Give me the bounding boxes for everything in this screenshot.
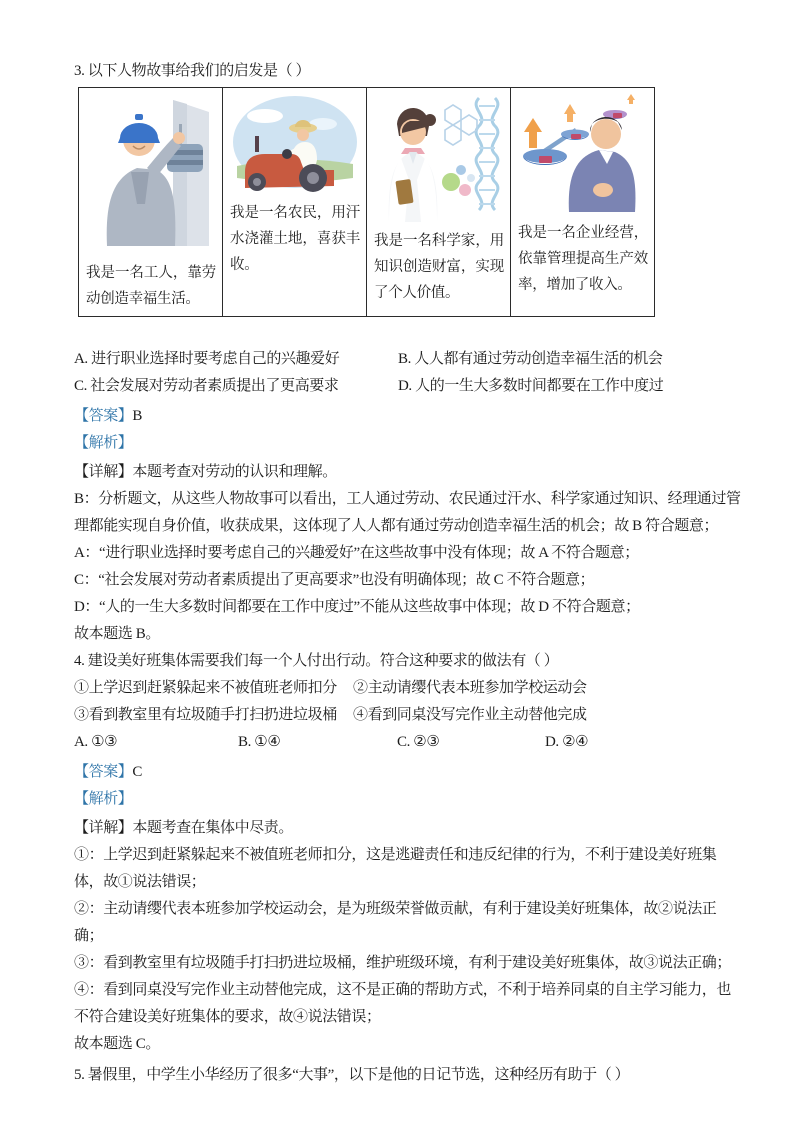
- q4-detail-line: ②：主动请缨代表本班参加学校运动会，是为班级荣誉做贡献，有利于建设美好班集体，故②说法正: [74, 901, 717, 917]
- q4-detail-line: ①：上学迟到赶紧躲起来不被值班老师扣分，这是逃避责任和违反纪律的行为，不利于建设美好班集: [74, 847, 717, 863]
- q3-options-row-ab: [74, 346, 735, 373]
- q3-cell-worker-caption: 我是一名工人，靠劳动创造幸福生活。: [86, 265, 216, 307]
- q3-analysis-label: 【解析】: [74, 435, 133, 451]
- scientist-illustration: [375, 94, 503, 222]
- q4-answer-line: [74, 759, 735, 786]
- q3-cell-scientist-caption: 我是一名科学家，用知识创造财富，实现了个人价值。: [374, 233, 504, 301]
- q3-answer-line: [74, 403, 735, 430]
- question-5-stem: 5. 暑假里，中学生小华经历了很多“大事”，以下是他的日记节选，这种经历有助于（ ）: [74, 1067, 630, 1083]
- q4-detail-line: 确；: [74, 928, 104, 944]
- q3-analysis-line: [74, 430, 735, 457]
- q4-choice-c: C. ②③: [397, 734, 440, 750]
- q3-option-b: B. 人人都有通过劳动创造幸福生活的机会: [398, 351, 663, 367]
- q3-answer-label: 【答案】: [74, 408, 133, 424]
- farmer-illustration: [231, 94, 359, 194]
- q3-option-a: A. 进行职业选择时要考虑自己的兴趣爱好: [74, 351, 340, 367]
- q4-choices-row: [74, 729, 735, 756]
- q4-detail-line: 故本题选 C。: [74, 1036, 160, 1052]
- manager-illustration: [519, 94, 647, 212]
- q4-statements-row-34: [74, 702, 735, 729]
- q4-choice-b: B. ①④: [238, 734, 281, 750]
- q4-statement-4: ④看到同桌没写完作业主动替他完成: [353, 707, 587, 723]
- question-4-stem: 4. 建设美好班集体需要我们每一个人付出行动。符合这种要求的做法有（ ）: [74, 653, 559, 669]
- question-3-stem: 3. 以下人物故事给我们的启发是（ ）: [74, 63, 311, 79]
- q3-detail-line: 【详解】本题考查对劳动的认识和理解。: [74, 464, 337, 480]
- q3-option-c: C. 社会发展对劳动者素质提出了更高要求: [74, 378, 339, 394]
- q3-options-row-cd: [74, 373, 735, 400]
- q4-answer-label: 【答案】: [74, 764, 133, 780]
- q4-choice-a: A. ①③: [74, 734, 118, 750]
- q4-detail-line: ③：看到教室里有垃圾随手打扫扔进垃圾桶，维护班级环境，有利于建设美好班集体，故③说法正确；: [74, 955, 732, 971]
- q4-detail-line: 【详解】本题考查在集体中尽责。: [74, 820, 294, 836]
- q4-detail-line: ④：看到同桌没写完作业主动替他完成，这不是正确的帮助方式，不利于培养同桌的自主学习能力，也: [74, 982, 732, 998]
- q3-story-table: [78, 87, 655, 317]
- q4-choice-d: D. ②④: [545, 734, 589, 750]
- q3-cell-worker: [79, 88, 223, 317]
- q3-cell-farmer: [223, 88, 367, 317]
- q4-statements-row-12: [74, 675, 735, 702]
- q3-cell-scientist: [367, 88, 511, 317]
- q3-cell-manager: [511, 88, 655, 317]
- q3-answer-value: B: [132, 408, 143, 424]
- q4-analysis-line: [74, 786, 735, 813]
- q3-cell-manager-caption: 我是一名企业经营，依靠管理提高生产效率，增加了收入。: [518, 225, 648, 293]
- q4-answer-value: C: [132, 764, 143, 780]
- q3-detail-line: C：“社会发展对劳动者素质提出了更高要求”也没有明确体现；故 C 不符合题意；: [74, 572, 595, 588]
- q4-detail-line: 不符合建设美好班集体的要求，故④说法错误；: [74, 1009, 381, 1025]
- q3-detail-line: 理都能实现自身价值，收获成果，这体现了人人都有通过劳动创造幸福生活的机会；故 B 符合题意；: [74, 518, 719, 534]
- q3-detail-line: B：分析题文，从这些人物故事可以看出，工人通过劳动、农民通过汗水、科学家通过知识、经理通过管: [74, 491, 741, 507]
- q3-option-d: D. 人的一生大多数时间都要在工作中度过: [398, 378, 664, 394]
- q4-analysis-label: 【解析】: [74, 791, 133, 807]
- q3-cell-farmer-caption: 我是一名农民，用汗水浇灌土地，喜获丰收。: [230, 205, 360, 273]
- q4-statement-2: ②主动请缨代表本班参加学校运动会: [353, 680, 587, 696]
- worker-illustration: [87, 94, 215, 246]
- q3-detail-line: D：“人的一生大多数时间都要在工作中度过”不能从这些故事中体现；故 D 不符合题意；: [74, 599, 640, 615]
- q3-detail-line: A：“进行职业选择时要考虑自己的兴趣爱好”在这些故事中没有体现；故 A 不符合题意；: [74, 545, 639, 561]
- q4-detail-line: 体，故①说法错误；: [74, 874, 206, 890]
- q3-detail-line: 故本题选 B。: [74, 626, 160, 642]
- q4-statement-3: ③看到教室里有垃圾随手打扫扔进垃圾桶: [74, 707, 337, 723]
- q4-statement-1: ①上学迟到赶紧躲起来不被值班老师扣分: [74, 680, 337, 696]
